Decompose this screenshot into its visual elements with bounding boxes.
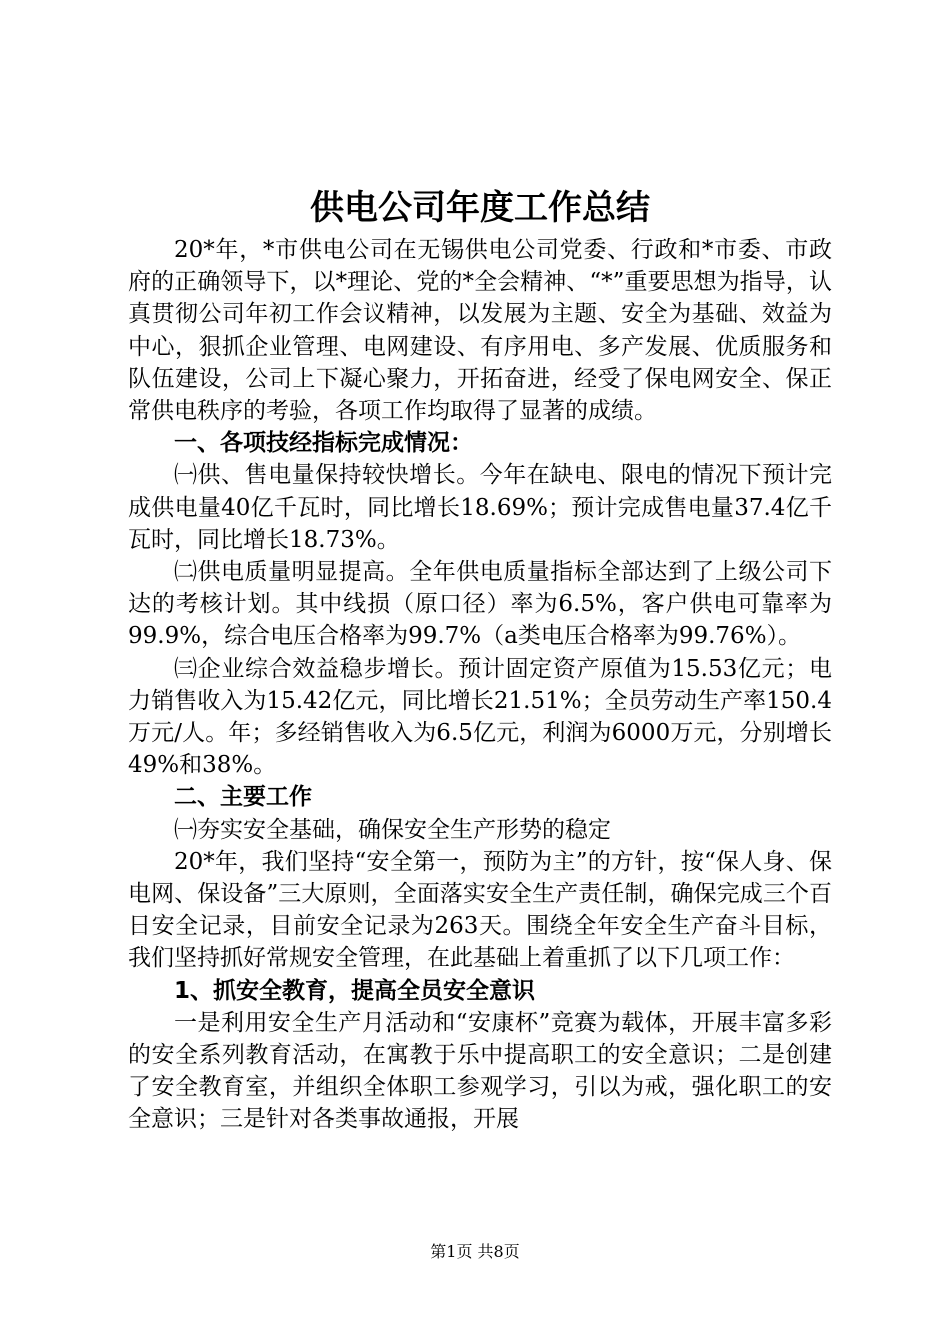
subheading-safety-foundation: ㈠夯实安全基础，确保安全生产形势的稳定 xyxy=(174,816,611,843)
paragraph-safety-education: 一是利用安全生产月活动和“安康杯”竞赛为载体，开展丰富多彩的安全系列教育活动，在寓教于乐中提高职工的安全意识；二是创建了安全教育室，并组织全体职工参观学习，引以为戒，强化职工的安全意识；三是针对各类事故通报，开展 xyxy=(128,1009,832,1133)
section-heading-indicators: 一、各项技经指标完成情况： xyxy=(174,430,473,457)
document-body xyxy=(128,186,832,1136)
paragraph-power-supply: ㈠供、售电量保持较快增长。今年在缺电、限电的情况下预计完成供电量40亿千瓦时，同比增长18.69%；预计完成售电量37.4亿千瓦时，同比增长18.73%。 xyxy=(128,462,832,553)
intro-paragraph: 20*年，*市供电公司在无锡供电公司党委、行政和*市委、市政府的正确领导下，以*理论、党的*全会精神、“*”重要思想为指导，认真贯彻公司年初工作会议精神，以发展为主题、安全为基础、效益为中心，狠抓企业管理、电网建设、有序用电、多产发展、优质服务和队伍建设，公司上下凝心聚力，开拓奋进，经受了保电网安全、保正常供电秩序的考验，各项工作均取得了显著的成绩。 xyxy=(128,237,832,425)
subheading-safety-education: 1、抓安全教育，提高全员安全意识 xyxy=(174,977,536,1004)
page-indicator: 第1页 共8页 xyxy=(430,1242,520,1261)
paragraph-safety-policy: 20*年，我们坚持“安全第一，预防为主”的方针，按“保人身、保电网、保设备”三大原则，全面落实安全生产责任制，确保完成三个百日安全记录，目前安全记录为263天。围绕全年安全生产奋斗目标，我们坚持抓好常规安全管理，在此基础上着重抓了以下几项工作： xyxy=(128,848,832,972)
paragraph-supply-quality: ㈡供电质量明显提高。全年供电质量指标全部达到了上级公司下达的考核计划。其中线损（原口径）率为6.5%，客户供电可靠率为99.9%，综合电压合格率为99.7%（a类电压合格率为99.76%）。 xyxy=(128,559,832,650)
section-heading-main-work: 二、主要工作 xyxy=(174,784,312,811)
paragraph-benefits: ㈢企业综合效益稳步增长。预计固定资产原值为15.53亿元；电力销售收入为15.42亿元，同比增长21.51%；全员劳动生产率150.4万元/人。年；多经销售收入为6.5亿元，利润为6000万元，分别增长49%和38%。 xyxy=(128,655,832,779)
document-title: 供电公司年度工作总结 xyxy=(310,188,650,228)
